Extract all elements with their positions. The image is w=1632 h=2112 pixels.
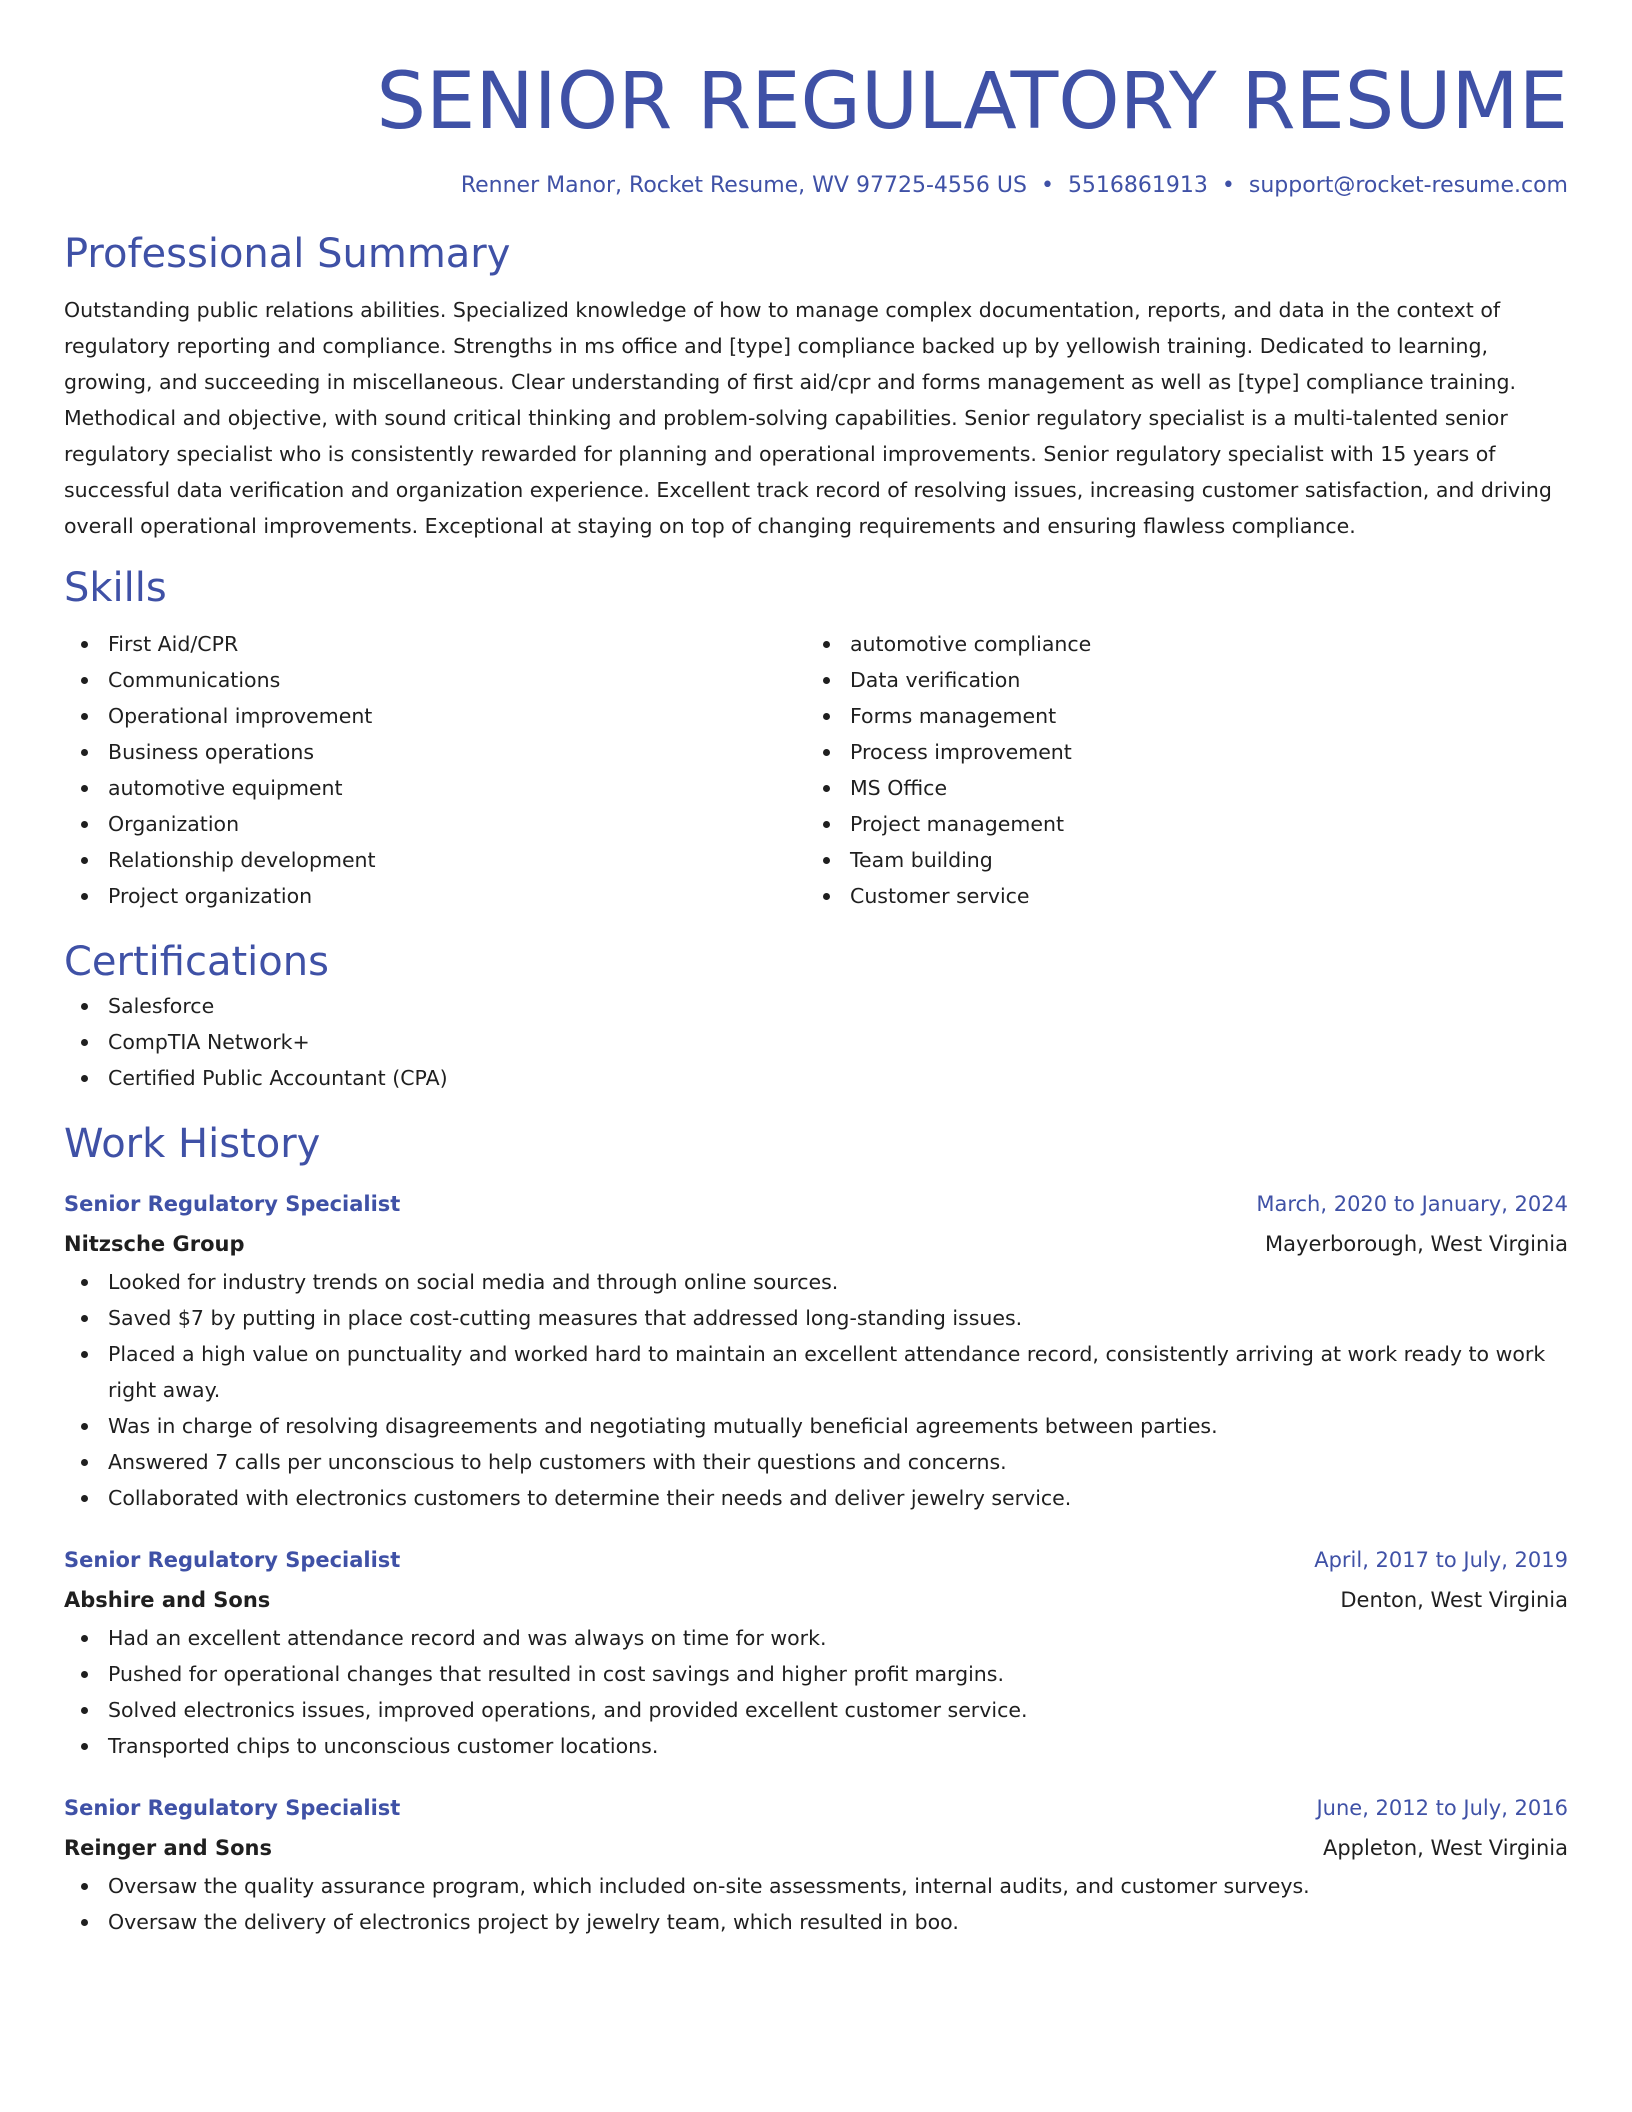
- job-company: Abshire and Sons: [64, 1588, 271, 1612]
- job-duty-item: Solved electronics issues, improved operations, and provided excellent customer service.: [64, 1692, 1568, 1728]
- skill-item: First Aid/CPR: [64, 626, 806, 662]
- job-header-row: [64, 1184, 1568, 1224]
- skills-column-right: [806, 626, 1548, 914]
- skill-item: Communications: [64, 662, 806, 698]
- skill-item: Project organization: [64, 878, 806, 914]
- job-duty-item: Pushed for operational changes that resulted in cost savings and higher profit margins.: [64, 1656, 1568, 1692]
- certification-item: Salesforce: [64, 988, 1568, 1024]
- work-history-heading: Work History: [64, 1121, 321, 1167]
- skills-list-right: [806, 626, 1548, 914]
- job-duty-item: Answered 7 calls per unconscious to help customers with their questions and concerns.: [64, 1444, 1568, 1480]
- job-duty-item: Transported chips to unconscious customer locations.: [64, 1728, 1568, 1764]
- skill-item: Project management: [806, 806, 1548, 842]
- job-entry: [64, 1540, 1568, 1764]
- job-duty-item: Oversaw the quality assurance program, which included on-site assessments, internal audits, and customer surveys.: [64, 1868, 1568, 1904]
- skill-item: Operational improvement: [64, 698, 806, 734]
- skill-item: automotive compliance: [806, 626, 1548, 662]
- skill-item: Process improvement: [806, 734, 1548, 770]
- job-location: Mayerborough, West Virginia: [1265, 1232, 1568, 1256]
- job-title: Senior Regulatory Specialist: [64, 1548, 401, 1572]
- job-company-row: [64, 1580, 1568, 1620]
- skills-heading: Skills: [64, 565, 167, 611]
- certifications-list: [64, 988, 1568, 1096]
- skill-item: automotive equipment: [64, 770, 806, 806]
- job-title: Senior Regulatory Specialist: [64, 1192, 401, 1216]
- skill-item: MS Office: [806, 770, 1548, 806]
- job-duty-item: Looked for industry trends on social media and through online sources.: [64, 1264, 1568, 1300]
- email-link[interactable]: support@rocket-resume.com: [1248, 173, 1568, 198]
- contact-line: [64, 170, 1568, 202]
- job-title: Senior Regulatory Specialist: [64, 1796, 401, 1820]
- job-header-row: [64, 1540, 1568, 1580]
- skills-column-left: [64, 626, 806, 914]
- summary-text: Outstanding public relations abilities. Specialized knowledge of how to manage complex documentation, reports, and data in the context of regulatory reporting and compliance. Strengths in ms office and [type] compliance backed up by yellowish training. Dedicated to learning, growing, and succeeding in miscellaneous. Clear understanding of first aid/cpr and forms management as well as [type] compliance training. Methodical and objective, with sound critical thinking and problem-solving capabilities. Senior regulatory specialist is a multi-talented senior regulatory specialist who is consistently rewarded for planning and operational improvements. Senior regulatory specialist with 15 years of successful data verification and organization experience. Excellent track record of resolving issues, increasing customer satisfaction, and driving overall operational improvements. Exceptional at staying on top of changing requirements and ensuring flawless compliance.: [64, 298, 1552, 538]
- resume-title: SENIOR REGULATORY RESUME: [376, 57, 1568, 147]
- skill-item: Team building: [806, 842, 1548, 878]
- job-dates: June, 2012 to July, 2016: [1316, 1796, 1568, 1820]
- job-duty-item: Placed a high value on punctuality and worked hard to maintain an excellent attendance record, consistently arriving at work ready to work right away.: [64, 1336, 1568, 1408]
- certification-item: CompTIA Network+: [64, 1024, 1568, 1060]
- job-entry: [64, 1788, 1568, 1940]
- job-duties-list: [64, 1264, 1568, 1516]
- contact-separator: •: [1221, 173, 1235, 198]
- job-duty-item: Was in charge of resolving disagreements and negotiating mutually beneficial agreements between parties.: [64, 1408, 1568, 1444]
- job-header-row: [64, 1788, 1568, 1828]
- job-duties-list: [64, 1868, 1568, 1940]
- job-company-row: [64, 1828, 1568, 1868]
- skill-item: Forms management: [806, 698, 1548, 734]
- job-dates: April, 2017 to July, 2019: [1314, 1548, 1568, 1572]
- skill-item: Business operations: [64, 734, 806, 770]
- job-company: Reinger and Sons: [64, 1836, 272, 1860]
- job-location: Denton, West Virginia: [1340, 1588, 1568, 1612]
- skills-list-left: [64, 626, 806, 914]
- skill-item: Customer service: [806, 878, 1548, 914]
- certification-item: Certified Public Accountant (CPA): [64, 1060, 1568, 1096]
- job-location: Appleton, West Virginia: [1322, 1836, 1568, 1860]
- certifications-heading: Certifications: [64, 939, 329, 985]
- address-text: Renner Manor, Rocket Resume, WV 97725-4556 US: [460, 173, 1027, 198]
- skill-item: Organization: [64, 806, 806, 842]
- phone-text: 5516861913: [1067, 173, 1208, 198]
- skill-item: Relationship development: [64, 842, 806, 878]
- job-duty-item: Collaborated with electronics customers to determine their needs and deliver jewelry service.: [64, 1480, 1568, 1516]
- contact-separator: •: [1040, 173, 1054, 198]
- skill-item: Data verification: [806, 662, 1548, 698]
- job-company: Nitzsche Group: [64, 1232, 245, 1256]
- job-company-row: [64, 1224, 1568, 1264]
- job-duty-item: Had an excellent attendance record and was always on time for work.: [64, 1620, 1568, 1656]
- job-entry: [64, 1184, 1568, 1516]
- job-dates: March, 2020 to January, 2024: [1256, 1192, 1568, 1216]
- job-duty-item: Saved $7 by putting in place cost-cutting measures that addressed long-standing issues.: [64, 1300, 1568, 1336]
- skills-grid: [64, 626, 1568, 914]
- summary-heading: Professional Summary: [64, 231, 511, 277]
- job-duties-list: [64, 1620, 1568, 1764]
- resume-page: [64, 0, 1568, 1940]
- job-duty-item: Oversaw the delivery of electronics project by jewelry team, which resulted in boo.: [64, 1904, 1568, 1940]
